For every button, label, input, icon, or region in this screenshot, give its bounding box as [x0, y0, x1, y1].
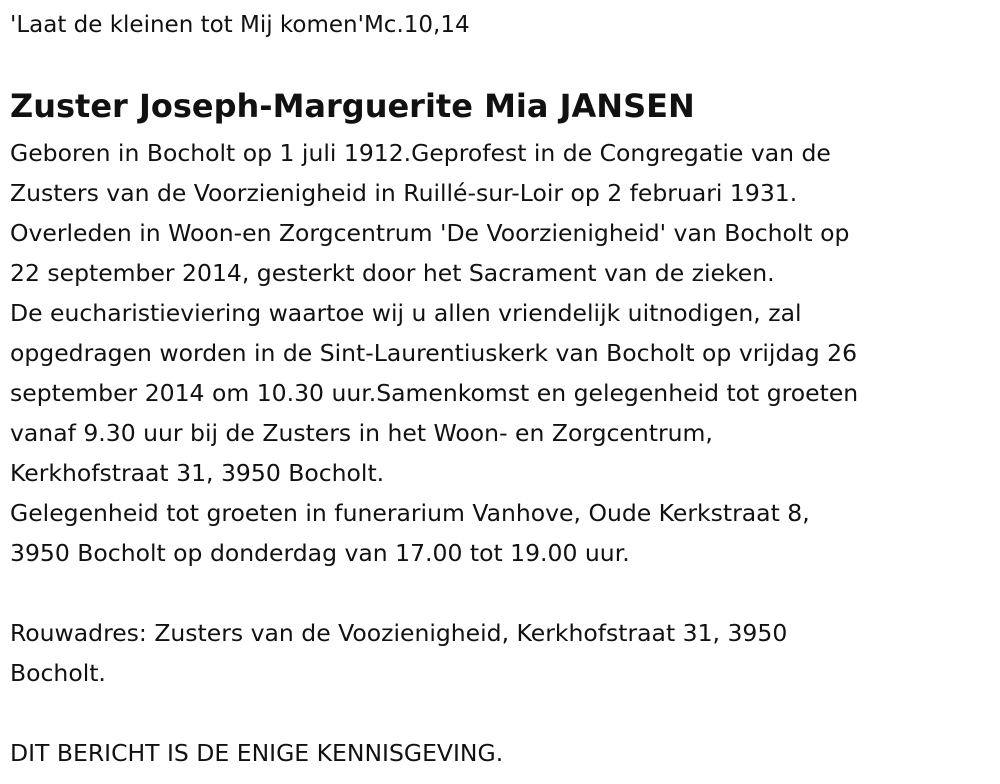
deceased-name-heading: Zuster Joseph-Marguerite Mia JANSEN — [10, 87, 695, 125]
body-line: Geboren in Bocholt op 1 juli 1912.Geprofest in de Congregatie van de — [10, 139, 831, 167]
body-line: De eucharistieviering waartoe wij u allen vriendelijk uitnodigen, zal — [10, 299, 802, 327]
body-line: opgedragen worden in de Sint-Laurentiuskerk van Bocholt op vrijdag 26 — [10, 339, 858, 367]
paragraph-spacer — [10, 693, 990, 733]
address-line: Rouwadres: Zusters van de Voozienigheid, Kerkhofstraat 31, 3950 — [10, 619, 788, 647]
body-line: Gelegenheid tot groeten in funerarium Vanhove, Oude Kerkstraat 8, — [10, 499, 810, 527]
body-line: 3950 Bocholt op donderdag van 17.00 tot 19.00 uur. — [10, 539, 630, 567]
body-line: Zusters van de Voorzienigheid in Ruillé-sur-Loir op 2 februari 1931. — [10, 179, 798, 207]
body-line: Overleden in Woon-en Zorgcentrum 'De Voorzienigheid' van Bocholt op — [10, 219, 850, 247]
body-line: 22 september 2014, gesterkt door het Sacrament van de zieken. — [10, 259, 775, 287]
body-line: september 2014 om 10.30 uur.Samenkomst en gelegenheid tot groeten — [10, 379, 859, 407]
bible-quote: 'Laat de kleinen tot Mij komen'Mc.10,14 — [10, 12, 470, 38]
notice-body — [10, 133, 990, 773]
body-line: Kerkhofstraat 31, 3950 Bocholt. — [10, 459, 385, 487]
address-line: Bocholt. — [10, 659, 106, 687]
paragraph-spacer — [10, 573, 990, 613]
closing-statement: DIT BERICHT IS DE ENIGE KENNISGEVING. — [10, 739, 504, 767]
body-line: vanaf 9.30 uur bij de Zusters in het Woon- en Zorgcentrum, — [10, 419, 713, 447]
